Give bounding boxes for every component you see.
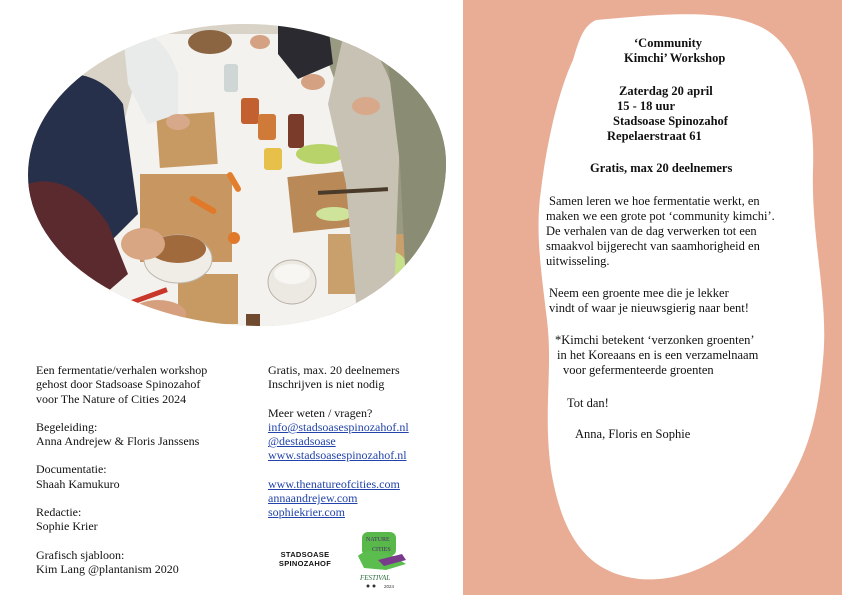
intro-line: gehost door Stadsoase Spinozahof	[36, 377, 201, 392]
right-panel	[463, 0, 842, 595]
festival-mid-text: CITIES	[372, 547, 391, 553]
grafisch-label: Grafisch sjabloon:	[36, 547, 125, 562]
documentatie-label: Documentatie:	[36, 462, 107, 477]
para2-line: vindt of waar je nieuwsgierig naar bent!	[549, 301, 749, 315]
para1-line: De verhalen van de dag verwerken tot een	[546, 224, 757, 238]
documentatie-value: Shaah Kamukuro	[36, 476, 120, 491]
para2-line: Neem een groente mee die je lekker	[549, 286, 729, 300]
begeleiding-value: Anna Andrejew & Floris Janssens	[36, 434, 200, 449]
event-place: Stadsoase Spinozahof	[613, 114, 728, 128]
spinozahof-logo	[273, 550, 337, 568]
logo-line: STADSOASE	[280, 550, 330, 559]
credits-column	[36, 363, 256, 590]
logo-line: SPINOZAHOF	[278, 559, 332, 568]
para3-line: in het Koreaans en is een verzamelnaam	[557, 348, 759, 362]
registration-info	[268, 363, 458, 392]
event-date: Zaterdag 20 april	[619, 84, 713, 98]
redactie-label: Redactie:	[36, 505, 82, 520]
redactie-value: Sophie Krier	[36, 519, 98, 534]
intro-text	[36, 363, 256, 406]
para1-line: Samen leren we hoe fermentatie werkt, en	[549, 194, 760, 208]
annaandrejew-link[interactable]: annaandrejew.com	[268, 491, 358, 506]
grafisch-value: Kim Lang @plantanism 2020	[36, 561, 179, 576]
begeleiding-label: Begeleiding:	[36, 419, 98, 434]
intro-line: voor The Nature of Cities 2024	[36, 391, 187, 406]
email-link[interactable]: info@stadsoasespinozahof.nl	[268, 419, 409, 434]
redactie-block	[36, 505, 256, 534]
festival-word-text: FESTIVAL	[360, 574, 391, 582]
para1-line: maken we een grote pot ‘community kimchi’.	[546, 209, 775, 223]
intro-line: Een fermentatie/verhalen workshop	[36, 363, 208, 377]
signature-text: Anna, Floris en Sophie	[575, 427, 691, 441]
festival-logo	[356, 530, 410, 590]
contact-column	[268, 363, 458, 534]
natureofcities-link[interactable]: www.thenatureofcities.com	[268, 476, 400, 491]
contact-block	[268, 406, 458, 463]
title-line-2: Kimchi’ Workshop	[624, 51, 726, 65]
title-line-1: ‘Community	[634, 36, 703, 50]
event-time: 15 - 18 uur	[617, 99, 675, 113]
gratis-text: Gratis, max. 20 deelnemers	[268, 363, 400, 377]
event-street: Repelaerstraat 61	[607, 129, 702, 143]
goodbye-text: Tot dan!	[567, 396, 609, 410]
festival-top-text: NATURE	[366, 537, 390, 543]
grafisch-block	[36, 548, 256, 577]
para3-line: voor gefermenteerde groenten	[563, 363, 714, 377]
para3-line: *Kimchi betekent ‘verzonken groenten’	[555, 333, 755, 347]
meer-weten-label: Meer weten / vragen?	[268, 405, 373, 420]
website-link[interactable]: www.stadsoasespinozahof.nl	[268, 448, 407, 463]
inschrijven-text: Inschrijven is niet nodig	[268, 377, 385, 392]
social-handle-link[interactable]: @destadsoase	[268, 434, 336, 449]
begeleiding-block	[36, 420, 256, 449]
free-info: Gratis, max 20 deelnemers	[590, 161, 733, 175]
documentatie-block	[36, 462, 256, 491]
event-text	[463, 0, 842, 595]
festival-year-text: 2024	[384, 584, 395, 589]
para1-line: uitwisseling.	[546, 254, 610, 268]
para1-line: smaakvol bijgerecht van saamhorigheid en	[546, 239, 760, 253]
workshop-photo	[28, 24, 446, 326]
partner-links	[268, 477, 458, 520]
sophiekrier-link[interactable]: sophiekrier.com	[268, 505, 345, 520]
